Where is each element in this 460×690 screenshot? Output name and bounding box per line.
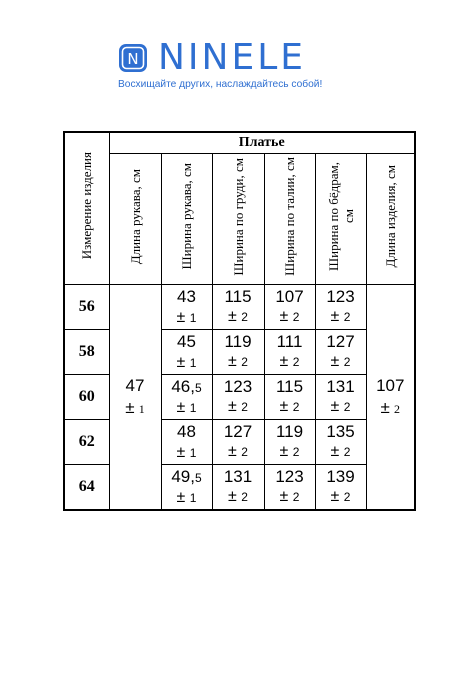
size-label: 64 [64, 465, 109, 511]
waist-cell: 119 ± 2 [264, 420, 315, 465]
row-header: Измерение изделия [79, 152, 95, 260]
chest-cell: 127 ± 2 [212, 420, 264, 465]
waist-cell: 115 ± 2 [264, 375, 315, 420]
size-table [63, 131, 416, 511]
col-header-hip-width: Ширина по бёдрам, см [315, 154, 366, 285]
chest-cell: 131 ± 2 [212, 465, 264, 511]
hips-cell: 135 ± 2 [315, 420, 366, 465]
size-label: 62 [64, 420, 109, 465]
sleeve-width-cell: 49,5 ± 1 [161, 465, 212, 511]
logo-mark-letter: N [127, 50, 139, 68]
sleeve-length-cell: 47 ± 1 [109, 285, 161, 511]
chest-cell: 115 ± 2 [212, 285, 264, 330]
size-label: 56 [64, 285, 109, 330]
product-length-cell: 107 ± 2 [366, 285, 415, 511]
hips-cell: 131 ± 2 [315, 375, 366, 420]
sleeve-width-cell: 46,5 ± 1 [161, 375, 212, 420]
waist-cell: 123 ± 2 [264, 465, 315, 511]
product-length-value: 107 [376, 375, 405, 395]
size-label: 60 [64, 375, 109, 420]
table-title: Платье [109, 132, 415, 154]
hips-cell: 127 ± 2 [315, 330, 366, 375]
col-header-chest-width: Ширина по груди, см [212, 154, 264, 285]
waist-cell: 107 ± 2 [264, 285, 315, 330]
col-header-product-length: Длина изделия, см [366, 154, 415, 285]
hips-cell: 139 ± 2 [315, 465, 366, 511]
brand-logo [118, 37, 344, 91]
row-header-cell [64, 132, 109, 285]
sleeve-width-cell: 45 ± 1 [161, 330, 212, 375]
brand-name: NINELE [158, 37, 307, 78]
size-label: 58 [64, 330, 109, 375]
brand-tagline: Восхищайте других, наслаждайтесь собой! [118, 79, 323, 90]
sleeve-length-value: 47 [125, 375, 145, 395]
col-header-waist-width: Ширина по талии, см [264, 154, 315, 285]
table-row [64, 285, 415, 330]
chest-cell: 123 ± 2 [212, 375, 264, 420]
chest-cell: 119 ± 2 [212, 330, 264, 375]
waist-cell: 111 ± 2 [264, 330, 315, 375]
hips-cell: 123 ± 2 [315, 285, 366, 330]
sleeve-width-cell: 43 ± 1 [161, 285, 212, 330]
sleeve-width-cell: 48 ± 1 [161, 420, 212, 465]
ninele-logo-icon [118, 43, 148, 73]
col-header-sleeve-width: Ширина рукава, см [161, 154, 212, 285]
col-header-sleeve-length: Длина рукава, см [109, 154, 161, 285]
